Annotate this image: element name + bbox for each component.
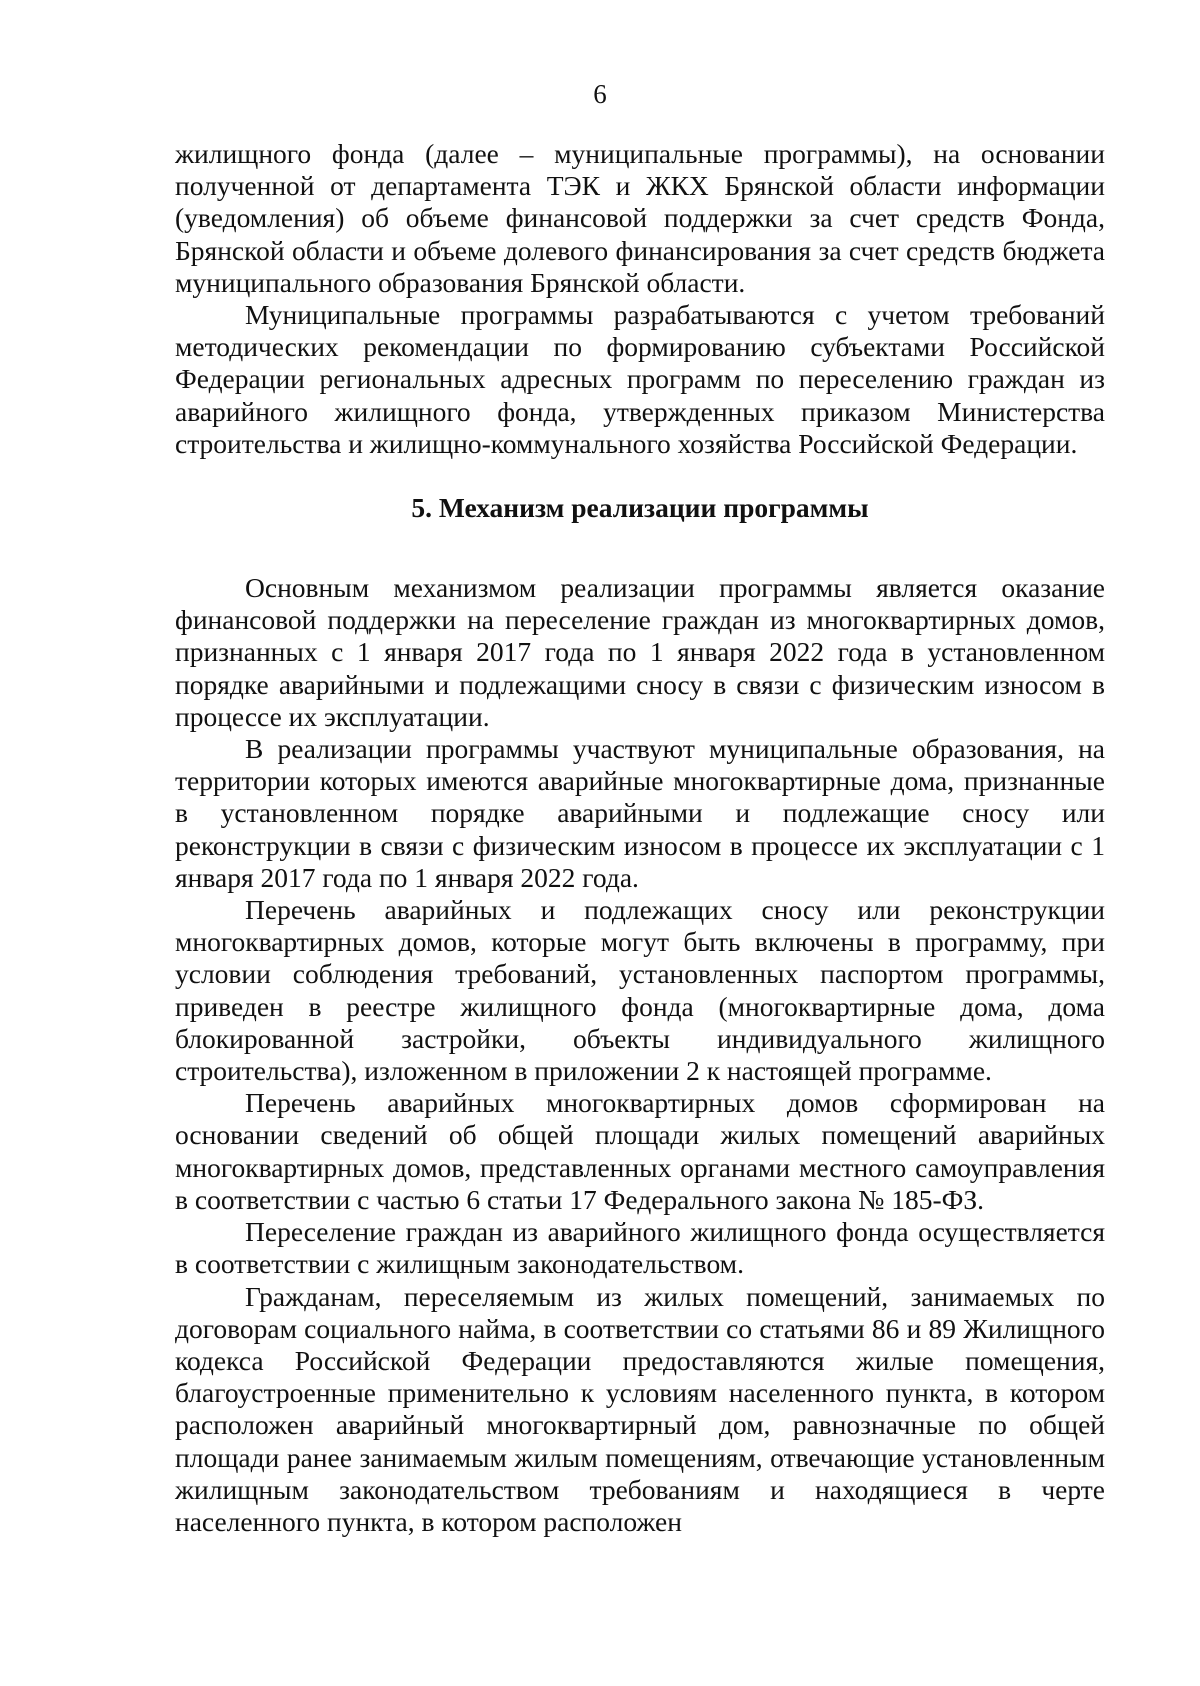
paragraph-municipal-programs: Муниципальные программы разрабатываются с учетом требований методических рекомендации по формированию субъектами Российской Федерации региональных адресных программ по переселению граждан из аварийного жилищного фонда, утвержденных приказом Министерства строительства и жилищно-коммунального хозяйства Российской Федерации. [175,299,1105,459]
paragraph-house-list: Перечень аварийных и подлежащих сносу или реконструкции многоквартирных домов, которые могут быть включены в программу, при условии соблюдения требований, установленных паспортом программы, приведен в реестре жилищного фонда (многоквартирные дома, дома блокированной застройки, объекты индивидуального жилищного строительства), изложенном в приложении 2 к настоящей программе. [175,894,1105,1087]
paragraph-emergency-list: Перечень аварийных многоквартирных домов сформирован на основании сведений об общей площади жилых помещений аварийных многоквартирных домов, представленных органами местного самоуправления в соответствии с частью 6 статьи 17 Федерального закона № 185-ФЗ. [175,1087,1105,1215]
paragraph-participants: В реализации программы участвуют муниципальные образования, на территории которых имеются аварийные многоквартирные дома, признанные в установленном порядке аварийными и подлежащие сносу или реконструкции в связи с физическим износом в процессе их эксплуатации с 1 января 2017 года по 1 января 2022 года. [175,733,1105,893]
section-heading: 5. Механизм реализации программы [411,492,869,524]
page-number: 6 [593,79,607,109]
paragraph-main-mechanism: Основным механизмом реализации программы является оказание финансовой поддержки на переселение граждан из многоквартирных домов, признанных с 1 января 2017 года по 1 января 2022 года в установленном порядке аварийными и подлежащими сносу в связи с физическим износом в процессе их эксплуатации. [175,572,1105,732]
document-body [175,138,1105,1538]
paragraph-resettlement: Переселение граждан из аварийного жилищного фонда осуществляется в соответствии с жилищным законодательством. [175,1216,1105,1280]
paragraph-social-tenancy: Гражданам, переселяемым из жилых помещений, занимаемых по договорам социального найма, в соответствии со статьями 86 и 89 Жилищного кодекса Российской Федерации предоставляются жилые помещения, благоустроенные применительно к условиям населенного пункта, в котором расположен аварийный многоквартирный дом, равнозначные по общей площади ранее занимаемым жилым помещениям, отвечающие установленным жилищным законодательством требованиям и находящиеся в черте населенного пункта, в котором расположен [175,1280,1105,1537]
paragraph-continuation: жилищного фонда (далее – муниципальные программы), на основании полученной от департамента ТЭК и ЖКХ Брянской области информации (уведомления) об объеме финансовой поддержки за счет средств Фонда, Брянской области и объеме долевого финансирования за счет средств бюджета муниципального образования Брянской области. [175,138,1105,298]
